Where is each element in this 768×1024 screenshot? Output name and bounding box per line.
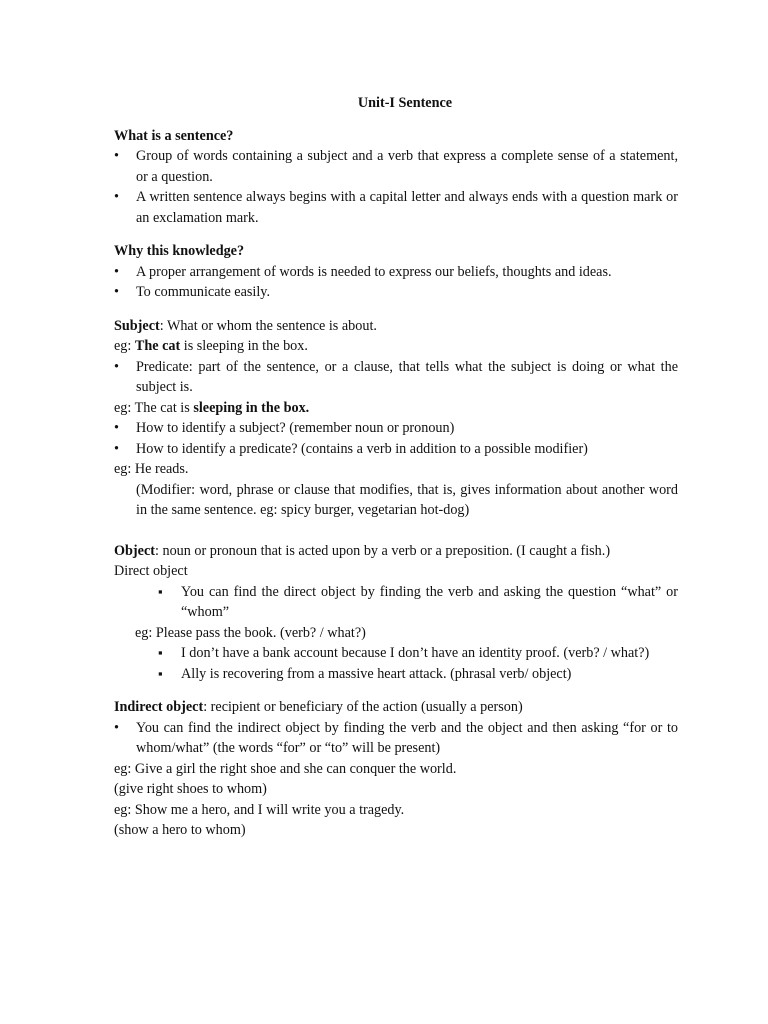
section-heading-why: Why this knowledge? bbox=[114, 243, 245, 259]
list-item: ▪ You can find the direct object by finding the verb and asking the question “what” or “whom” bbox=[114, 582, 678, 623]
document-page bbox=[114, 93, 678, 841]
example-line: eg: Give a girl the right shoe and she can conquer the world. bbox=[114, 760, 457, 777]
section-heading-what: What is a sentence? bbox=[114, 127, 234, 144]
object-definition: Object: noun or pronoun that is acted upon by a verb or a preposition. (I caught a fish.) bbox=[114, 542, 611, 559]
page-title: Unit-I Sentence bbox=[357, 95, 453, 111]
list-item: • How to identify a predicate? (contains a verb in addition to a possible modifier) bbox=[114, 439, 678, 460]
indirect-object-definition: Indirect object: recipient or beneficiary of the action (usually a person) bbox=[114, 699, 523, 715]
list-item: • You can find the indirect object by finding the verb and the object and then asking “for or to whom/what” (the words “for” or “to” will be present) bbox=[114, 718, 678, 759]
object-term: Object bbox=[114, 542, 155, 559]
list-item: • How to identify a subject? (remember noun or pronoun) bbox=[114, 418, 678, 439]
example-line: eg: He reads. bbox=[114, 461, 189, 477]
list-item: • Predicate: part of the sentence, or a clause, that tells what the subject is doing or what the subject is. bbox=[114, 357, 678, 398]
list-item: • A proper arrangement of words is needed to express our beliefs, thoughts and ideas. bbox=[114, 262, 678, 283]
list-item: ▪ Ally is recovering from a massive heart attack. (phrasal verb/ object) bbox=[114, 664, 678, 685]
subject-definition: Subject: What or whom the sentence is about. bbox=[114, 317, 377, 334]
list-item: • To communicate easily. bbox=[114, 282, 678, 303]
direct-object-label: Direct object bbox=[114, 563, 188, 579]
example-line: eg: Please pass the book. (verb? / what?) bbox=[135, 624, 366, 641]
example-line: eg: Show me a hero, and I will write you a tragedy. bbox=[114, 801, 405, 818]
list-item: • Group of words containing a subject and a verb that express a complete sense of a statement, or a question. bbox=[114, 146, 678, 187]
subject-term: Subject bbox=[114, 317, 160, 334]
modifier-note: (Modifier: word, phrase or clause that modifies, that is, gives information about another word in the same sentence. eg: spicy burger, vegetarian hot-dog) bbox=[136, 481, 678, 518]
indirect-object-term: Indirect object bbox=[114, 699, 204, 715]
subject-example: eg: The cat is sleeping in the box. bbox=[114, 338, 308, 354]
predicate-example: eg: The cat is sleeping in the box. bbox=[114, 399, 310, 416]
list-item: ▪ I don’t have a bank account because I don’t have an identity proof. (verb? / what?) bbox=[114, 643, 678, 664]
example-note: (show a hero to whom) bbox=[114, 822, 246, 838]
list-item: • A written sentence always begins with a capital letter and always ends with a question mark or an exclamation mark. bbox=[114, 187, 678, 228]
example-note: (give right shoes to whom) bbox=[114, 781, 267, 797]
